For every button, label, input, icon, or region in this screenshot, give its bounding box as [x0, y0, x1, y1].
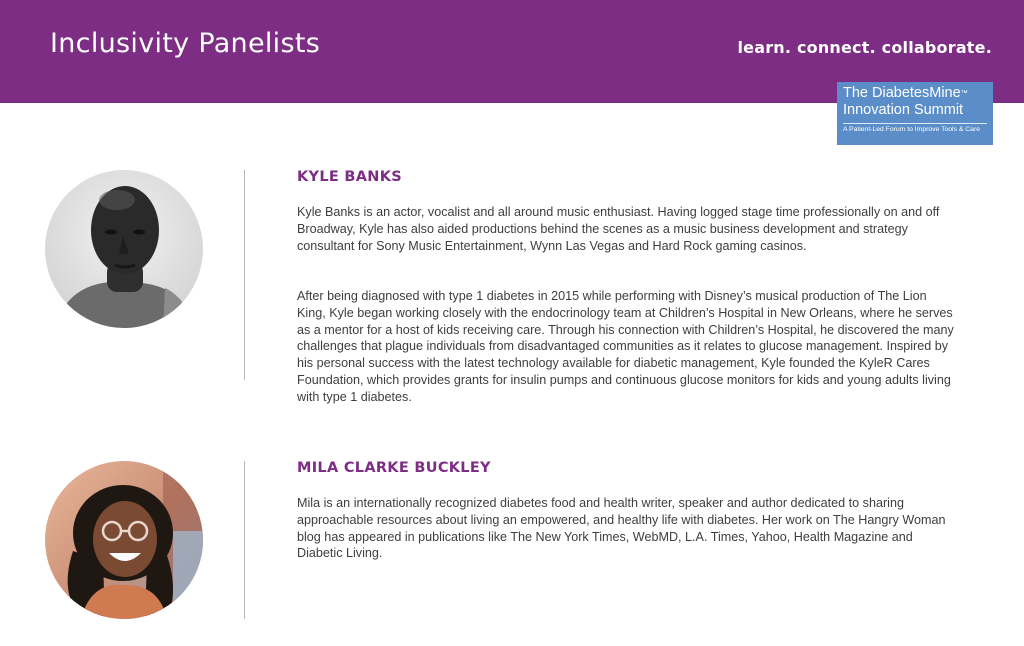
logo-subtitle: A Patient-Led Forum to Improve Tools & Care	[843, 126, 981, 133]
panelist-name: MILA CLARKE BUCKLEY	[297, 460, 491, 476]
panelist-photo-kyle-banks	[45, 170, 203, 328]
section-divider	[244, 170, 245, 380]
avatar-portrait-icon	[45, 461, 203, 619]
panelist-bio-paragraph: After being diagnosed with type 1 diabetes in 2015 while performing with Disney’s musical production of The Lion King, Kyle began working closely with the endocrinology team at Children’s Hospital in New Orleans, where he serves as a mentor for a host of kids receiving care. Through his connection with Children’s Hospital, he discovered the many challenges that plague individuals from disadvantaged communities as it relates to glucose management. Inspired by his personal success with the latest technology available for diabetic management, Kyle founded the KyleR Cares Foundation, which provides grants for insulin pumps and continuous glucose monitors for kids and young adults living with type 1 diabetes.	[297, 289, 954, 404]
panelist-photo-mila-clarke-buckley	[45, 461, 203, 619]
tagline: learn. connect. collaborate.	[737, 38, 992, 57]
logo-title-line2: Innovation Summit	[843, 102, 964, 118]
panelist-bio-paragraph: Kyle Banks is an actor, vocalist and all around music enthusiast. Having logged stage time professionally on and off Broadway, Kyle has also aided productions behind the scenes as a music business development and strategy consultant for Sony Music Entertainment, Wynn Las Vegas and Hard Rock gaming casinos.	[297, 205, 940, 253]
logo-rule	[843, 123, 987, 124]
panelist-bio-paragraph: Mila is an internationally recognized diabetes food and health writer, speaker and author dedicated to sharing approachable resources about living an empowered, and healthy life with diabetes. Her work on The Hangry Woman blog has appeared in publications like The New York Times, WebMD, L.A. Times, Yahoo, Health Magazine and Diabetic Living.	[297, 496, 946, 561]
avatar-portrait-icon	[45, 170, 203, 328]
page-title: Inclusivity Panelists	[50, 28, 321, 59]
section-divider	[244, 461, 245, 619]
panelist-name: KYLE BANKS	[297, 169, 403, 185]
trademark-mark: ™	[960, 90, 968, 97]
logo-title-line1: The DiabetesMine™	[843, 85, 968, 101]
summit-logo	[837, 82, 993, 145]
